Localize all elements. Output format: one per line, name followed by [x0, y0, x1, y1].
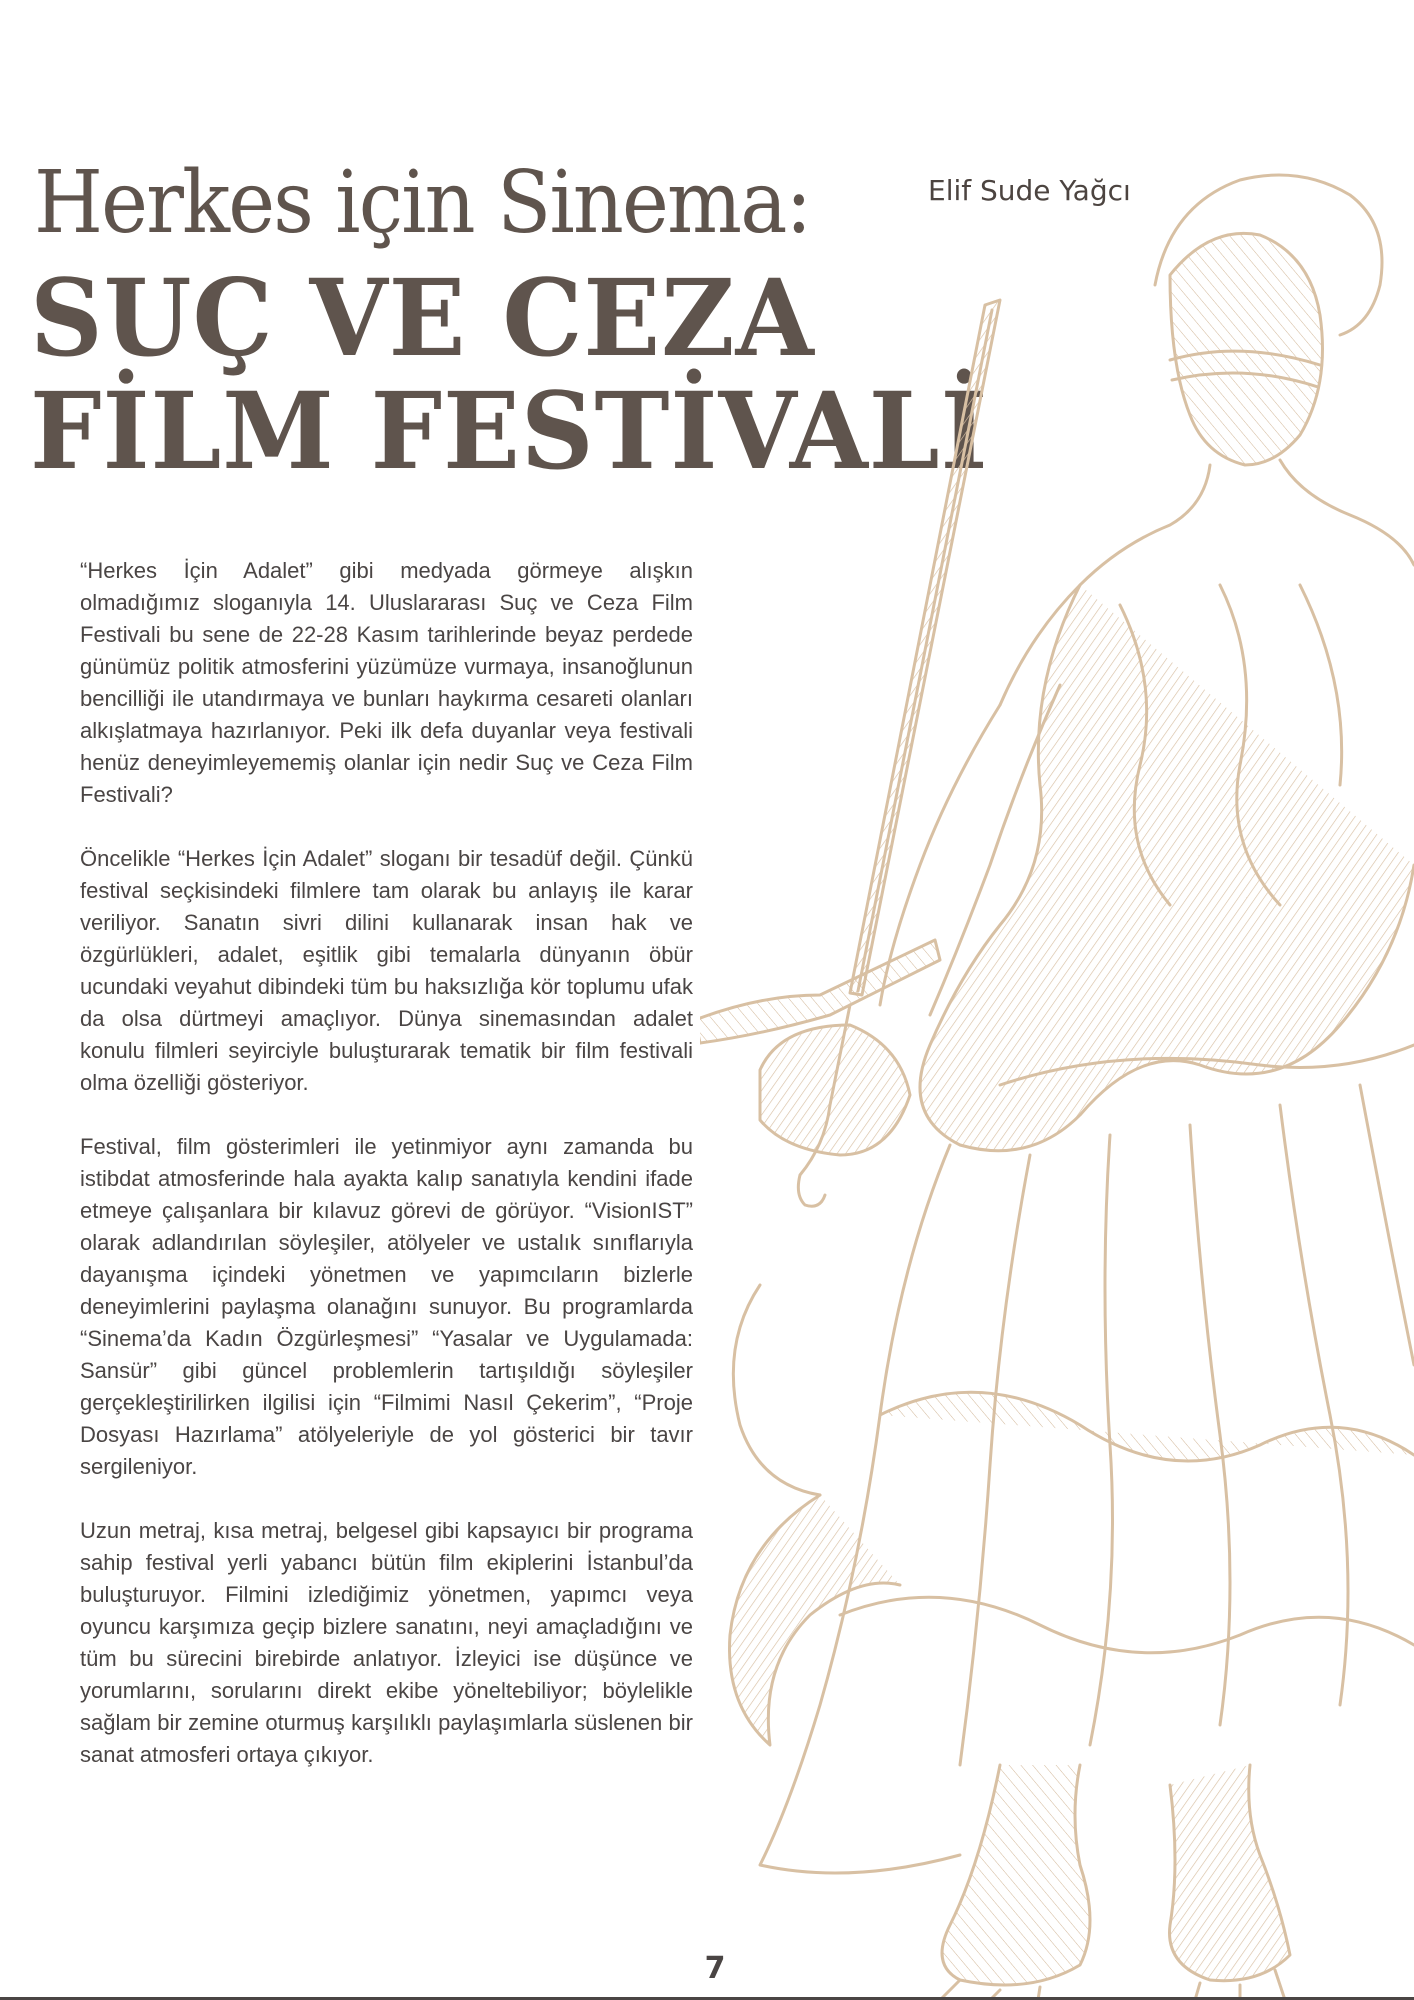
paragraph: Uzun metraj, kısa metraj, belgesel gibi kapsayıcı bir programa sahip festival yerli yabancı bütün film ekiplerini İstanbul’da buluşturuyor. Filmini izlediğimiz yönetmen, yapımcı veya oyuncu karşımıza geçip bizlere sanatını, neyi amaçladığını ve tüm bu sürecini birebirde anlatıyor. İzleyici ise düşünce ve yorumlarını, sorularını direkt ekibe yöneltebiliyor; böylelikle sağlam bir zemine oturmuş karşılıklı paylaşımlarla süslenen bir sanat atmosferi ortaya çıkıyor. — [80, 1518, 693, 1767]
page-number: 7 — [704, 1951, 726, 1986]
paragraph: “Herkes İçin Adalet” gibi medyada görmeye alışkın olmadığımız sloganıyla 14. Uluslararası Suç ve Ceza Film Festivali bu sene de 22-28 Kasım tarihlerinde beyaz perdede günümüz politik atmosferini yüzümüze vurmaya, insanoğlunun bencilliği ile utandırmaya ve bunları haykırma cesareti olanları alkışlatmaya hazırlanıyor. Peki ilk defa duyanlar veya festivali henüz deneyimleyememiş olanlar için nedir Suç ve Ceza Film Festivali? — [80, 558, 693, 807]
article-body — [80, 555, 693, 1803]
title-line-3: FİLM FESTİVALİ — [30, 368, 989, 493]
title-line-1: Herkes için Sinema: — [34, 153, 811, 253]
lady-justice-engraving-icon — [700, 165, 1414, 2000]
title-line-2: SUÇ VE CEZA — [30, 255, 815, 380]
author-name: Elif Sude Yağcı — [928, 174, 1131, 207]
paragraph: Öncelikle “Herkes İçin Adalet” sloganı bir tesadüf değil. Çünkü festival seçkisindeki filmlere tam olarak bu anlayış ile karar veriliyor. Sanatın sivri dilini kullanarak insan hak ve özgürlükleri, adalet, eşitlik gibi temalarla dünyanın öbür ucundaki veyahut dibindeki tüm bu haksızlığa kör toplumu ufak da olsa dürtmeyi amaçlıyor. Dünya sinemasından adalet konulu filmleri seyirciyle buluşturarak tematik bir film festivali olma özelliği gösteriyor. — [80, 846, 693, 1095]
paragraph: Festival, film gösterimleri ile yetinmiyor aynı zamanda bu istibdat atmosferinde hala ayakta kalıp sanatıyla kendini ifade etmeye çalışanlara bir kılavuz görevi de görüyor. “VisionIST” olarak adlandırılan söyleşiler, atölyeler ve ustalık sınıflarıyla dayanışma içindeki yönetmen ve yapımcıların bizlerle deneyimlerini paylaşma olanağını sunuyor. Bu programlarda “Sinema’da Kadın Özgürleşmesi” “Yasalar ve Uygulamada: Sansür” gibi güncel problemlerin tartışıldığı söyleşiler gerçekleştirilirken ilgilisi için “Filmimi Nasıl Çekerim”, “Proje Dosyası Hazırlama” atölyeleriyle de yol gösterici bir tavır sergileniyor. — [80, 1134, 693, 1479]
